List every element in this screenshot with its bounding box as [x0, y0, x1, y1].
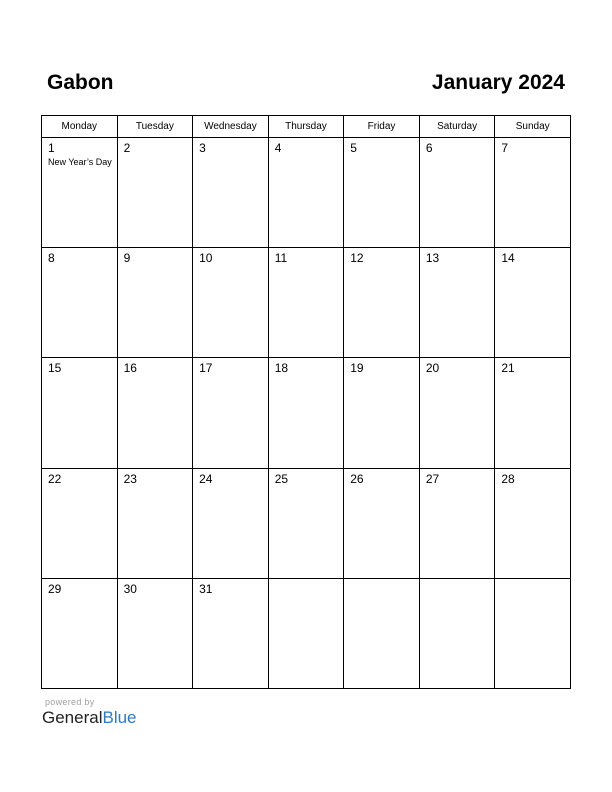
day-cell [117, 358, 193, 468]
day-number: 9 [123, 251, 131, 266]
day-number: 10 [199, 251, 213, 266]
powered-by-label: powered by [45, 697, 95, 707]
day-number: 6 [425, 141, 433, 155]
day-number: 17 [199, 361, 213, 376]
day-number: 12 [350, 251, 364, 266]
day-cell [344, 468, 420, 578]
day-cell [193, 578, 269, 688]
day-number: 21 [501, 361, 515, 376]
day-cell [495, 138, 571, 248]
day-cell [42, 578, 118, 688]
day-cell [495, 248, 571, 358]
day-cell [344, 578, 420, 688]
brand-general-text: General [42, 708, 103, 727]
week-row [42, 578, 571, 688]
day-number [420, 579, 495, 583]
day-cell [42, 248, 118, 358]
day-number: 29 [48, 581, 62, 596]
day-cell [268, 138, 344, 248]
day-number: 14 [501, 251, 515, 266]
day-number: 11 [274, 251, 288, 266]
day-cell [344, 358, 420, 468]
day-number: 18 [274, 361, 289, 376]
day-number: 27 [425, 471, 440, 486]
day-cell [42, 358, 118, 468]
brand-blue-text: Blue [102, 708, 137, 727]
week-row [42, 468, 571, 578]
day-cell [268, 468, 344, 578]
day-number: 16 [123, 361, 137, 376]
day-cell [193, 248, 269, 358]
day-cell [419, 138, 495, 248]
day-number: 23 [123, 471, 137, 486]
weekday-header: Tuesday [117, 116, 193, 138]
day-cell [117, 248, 193, 358]
day-number: 13 [425, 251, 440, 266]
holiday-label: New Year’s Day [48, 157, 112, 167]
day-number: 31 [199, 581, 213, 596]
day-number: 5 [350, 141, 357, 155]
calendar-grid [41, 115, 571, 689]
day-number [344, 579, 419, 583]
day-cell [419, 468, 495, 578]
day-number: 22 [48, 471, 62, 486]
day-cell [117, 138, 193, 248]
weekday-header: Friday [344, 116, 420, 138]
day-cell [268, 358, 344, 468]
week-row [42, 358, 571, 468]
weekday-header: Sunday [495, 116, 571, 138]
month-year-title: January 2024 [431, 71, 565, 94]
day-number: 2 [123, 141, 131, 155]
day-cell [193, 138, 269, 248]
day-number: 15 [48, 361, 62, 376]
day-number [495, 579, 570, 583]
day-cell [42, 138, 118, 248]
day-number [269, 579, 344, 583]
day-number: 26 [350, 471, 364, 486]
day-cell [419, 578, 495, 688]
day-cell [42, 468, 118, 578]
day-cell [495, 578, 571, 688]
day-cell [117, 578, 193, 688]
day-number: 20 [425, 361, 440, 376]
weekday-header: Monday [42, 116, 118, 138]
day-number: 25 [274, 471, 289, 486]
week-row [42, 138, 571, 248]
weekday-header-row [42, 116, 571, 138]
country-title: Gabon [47, 71, 114, 94]
day-cell [268, 248, 344, 358]
weekday-header: Wednesday [193, 116, 269, 138]
generalblue-logo[interactable] [42, 708, 137, 728]
day-number: 28 [501, 471, 515, 486]
day-cell [117, 468, 193, 578]
week-row [42, 248, 571, 358]
day-number: 30 [123, 581, 137, 596]
day-cell [495, 358, 571, 468]
day-cell [419, 248, 495, 358]
day-cell [344, 138, 420, 248]
day-number: 19 [350, 361, 364, 376]
weekday-header: Thursday [268, 116, 344, 138]
day-number: 24 [199, 471, 213, 486]
day-cell [193, 468, 269, 578]
day-cell [419, 358, 495, 468]
day-number: 3 [199, 141, 206, 155]
day-cell [344, 248, 420, 358]
day-number: 4 [274, 141, 282, 155]
day-number: 8 [48, 251, 55, 266]
day-number: 1 [48, 141, 55, 155]
day-cell [268, 578, 344, 688]
day-number: 7 [501, 141, 509, 155]
day-cell [193, 358, 269, 468]
day-cell [495, 468, 571, 578]
weekday-header: Saturday [419, 116, 495, 138]
